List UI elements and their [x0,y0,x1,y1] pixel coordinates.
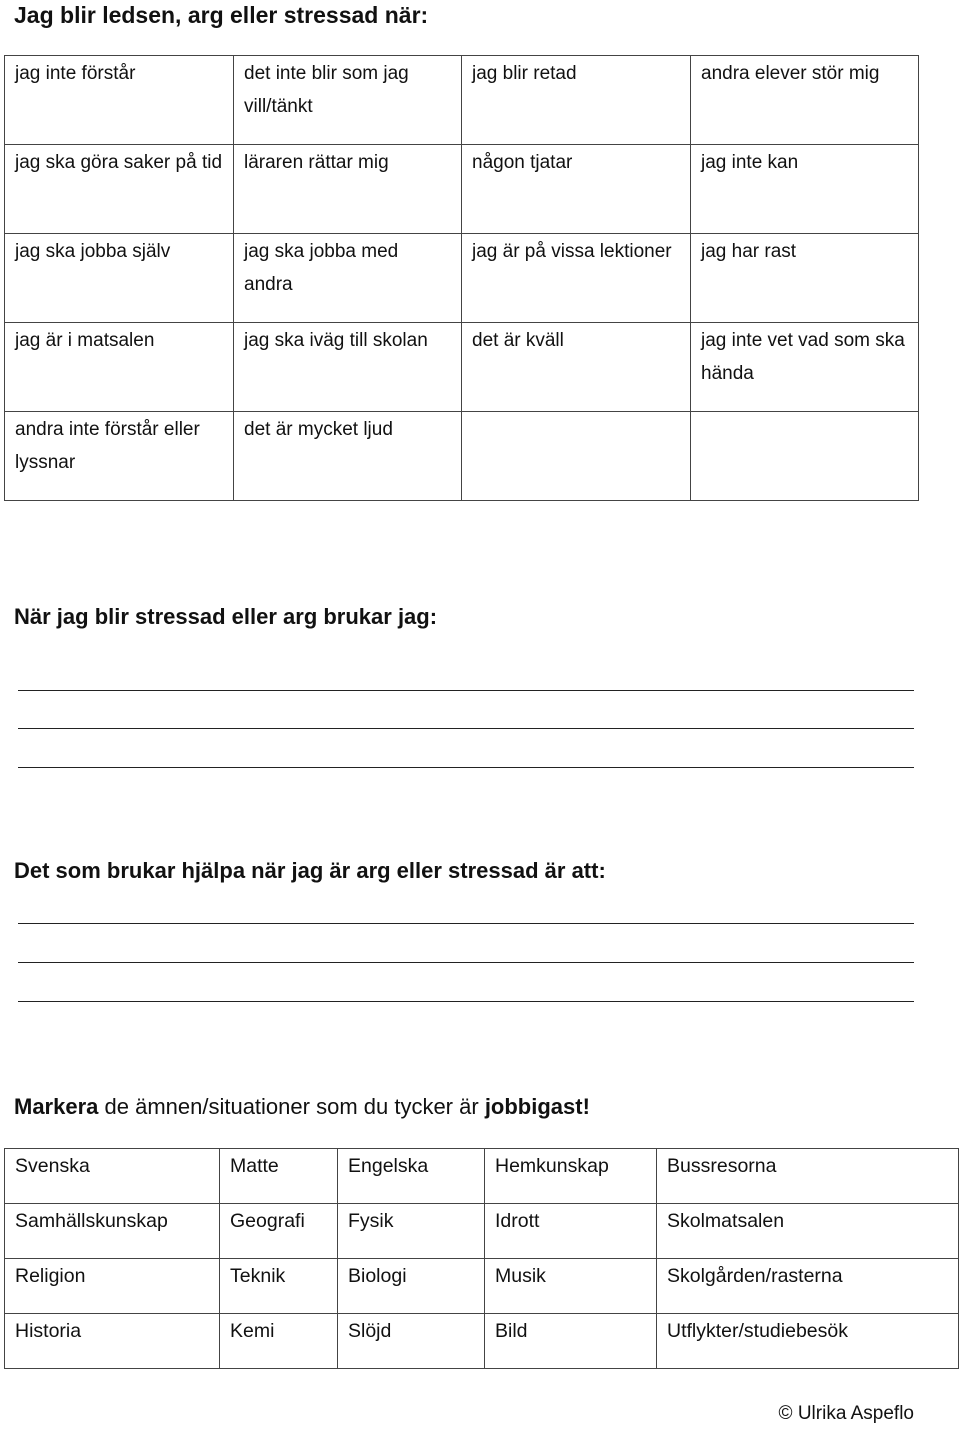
table-row [5,1204,959,1259]
table-row [5,56,919,145]
trigger-cell[interactable]: jag inte kan [691,145,919,234]
subject-cell[interactable]: Bild [485,1314,657,1369]
trigger-cell[interactable]: det är kväll [462,323,691,412]
copyright-credit: © Ulrika Aspeflo [778,1403,914,1424]
trigger-cell[interactable]: det inte blir som jag vill/tänkt [234,56,462,145]
trigger-cell[interactable]: jag är på vissa lektioner [462,234,691,323]
table-row [5,1259,959,1314]
answer-line[interactable] [18,690,914,691]
trigger-cell[interactable]: läraren rättar mig [234,145,462,234]
table-row [5,1314,959,1369]
section-title-helps: Det som brukar hjälpa när jag är arg eller stressad är att: [14,858,606,883]
subject-cell[interactable]: Bussresorna [657,1149,959,1204]
subject-cell[interactable]: Skolgården/rasterna [657,1259,959,1314]
section-title-triggers: Jag blir ledsen, arg eller stressad när: [14,2,429,28]
trigger-cell[interactable]: jag ska jobba med andra [234,234,462,323]
trigger-cell[interactable]: jag ska göra saker på tid [5,145,234,234]
subject-cell[interactable]: Slöjd [338,1314,485,1369]
subject-cell[interactable]: Idrott [485,1204,657,1259]
subject-cell[interactable]: Historia [5,1314,220,1369]
title-bold-start: Markera [14,1094,99,1119]
subject-cell[interactable]: Geografi [220,1204,338,1259]
table-row [5,323,919,412]
subject-cell[interactable]: Hemkunskap [485,1149,657,1204]
trigger-cell[interactable]: någon tjatar [462,145,691,234]
table-row [5,1149,959,1204]
title-middle: de ämnen/situationer som du tycker är [98,1094,485,1119]
subject-cell[interactable]: Matte [220,1149,338,1204]
answer-line[interactable] [18,962,914,963]
subject-cell[interactable]: Teknik [220,1259,338,1314]
trigger-cell[interactable]: det är mycket ljud [234,412,462,501]
trigger-cell[interactable]: andra elever stör mig [691,56,919,145]
table-row [5,234,919,323]
triggers-table [4,55,919,501]
subject-cell[interactable]: Biologi [338,1259,485,1314]
table-row [5,412,919,501]
subject-cell[interactable]: Samhällskunskap [5,1204,220,1259]
subjects-table [4,1148,959,1369]
answer-line[interactable] [18,1001,914,1002]
empty-cell[interactable] [462,412,691,501]
answer-line[interactable] [18,923,914,924]
trigger-cell[interactable]: jag är i matsalen [5,323,234,412]
trigger-cell[interactable]: jag ska iväg till skolan [234,323,462,412]
trigger-cell[interactable]: andra inte förstår eller lyssnar [5,412,234,501]
trigger-cell[interactable]: jag blir retad [462,56,691,145]
title-bold-end: jobbigast! [484,1094,590,1119]
trigger-cell[interactable]: jag har rast [691,234,919,323]
table-row [5,145,919,234]
empty-cell[interactable] [691,412,919,501]
trigger-cell[interactable]: jag ska jobba själv [5,234,234,323]
subject-cell[interactable]: Religion [5,1259,220,1314]
subject-cell[interactable]: Engelska [338,1149,485,1204]
subject-cell[interactable]: Fysik [338,1204,485,1259]
answer-line[interactable] [18,767,914,768]
answer-line[interactable] [18,728,914,729]
subject-cell[interactable]: Utflykter/studiebesök [657,1314,959,1369]
subject-cell[interactable]: Svenska [5,1149,220,1204]
section-title-mark-subjects [14,1094,590,1120]
trigger-cell[interactable]: jag inte förstår [5,56,234,145]
section-title-reactions: När jag blir stressad eller arg brukar jag: [14,604,438,629]
subject-cell[interactable]: Musik [485,1259,657,1314]
subject-cell[interactable]: Kemi [220,1314,338,1369]
trigger-cell[interactable]: jag inte vet vad som ska hända [691,323,919,412]
subject-cell[interactable]: Skolmatsalen [657,1204,959,1259]
